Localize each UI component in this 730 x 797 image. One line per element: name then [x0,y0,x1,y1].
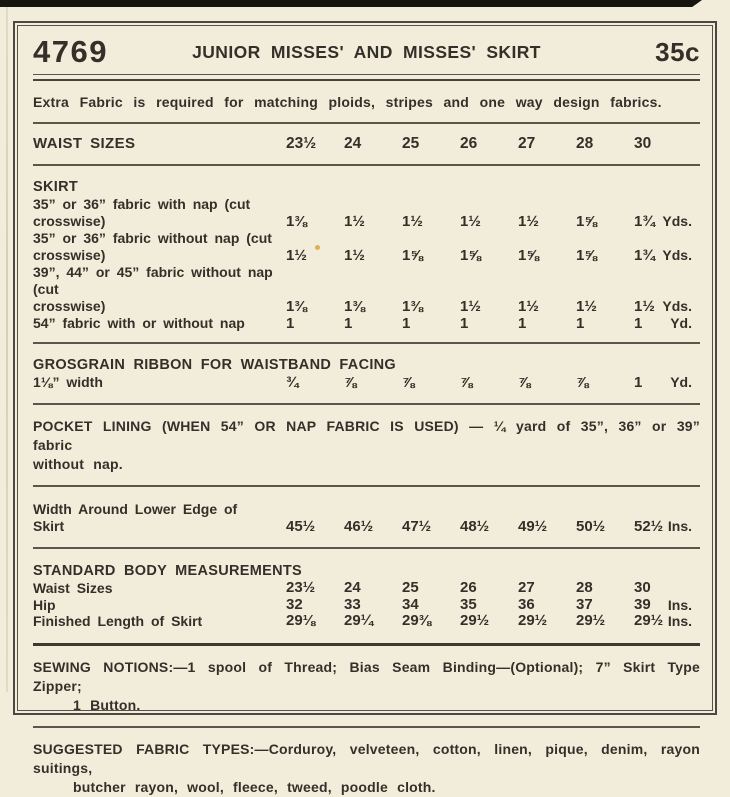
suggested-fabrics-line1: SUGGESTED FABRIC TYPES:—Corduroy, velveteen, cotton, linen, pique, denim, rayon suitings, [33,740,700,776]
measurement-values [286,518,692,535]
measurement-value: 47½ [402,518,432,535]
yardage-value: 1⅜ [344,298,365,315]
yardage-value: 1½ [344,247,365,264]
row-label-line1: 39”, 44” or 45” fabric without nap (cut [33,264,273,297]
yardage-value: 1½ [402,213,423,230]
yardage-value: ⅞ [518,374,531,391]
measurement-row [33,597,700,614]
measurement-value: 29½ [460,612,490,629]
row-label-line1: 35” or 36” fabric without nap (cut [33,230,272,246]
waist-size-value: 24 [344,135,362,152]
unit-label: Yds. [662,247,692,263]
page-title: JUNIOR MISSES' AND MISSES' SKIRT [192,41,541,62]
section-rule [33,122,700,124]
measurement-value: 52½ [634,518,664,535]
yardage-value: 1 [402,315,411,332]
yardage-value: 1⅝ [576,213,597,230]
measurement-value: 46½ [344,518,374,535]
section-rule [33,164,700,166]
measurement-row [33,613,700,630]
yardage-value: 1½ [576,298,597,315]
waist-size-value: 28 [576,135,594,152]
yardage-value: ⅞ [460,374,473,391]
yardage-value: 1⅝ [576,247,597,264]
measurement-value: 32 [286,595,303,613]
grosgrain-heading: GROSGRAIN RIBBON FOR WAISTBAND FACING [33,357,397,373]
unit-label: Yds. [662,298,692,314]
yardage-value: 1⅝ [402,247,423,264]
measurement-value: 26 [460,579,477,596]
yardage-value: 1¾ [634,213,655,230]
yardage-value: 1½ [518,213,539,230]
yardage-value: 1 [634,315,643,332]
yardage-row [33,264,700,315]
yardage-values [286,298,692,315]
grosgrain-row [33,374,700,391]
unit-label: Ins. [667,518,692,534]
row-label: Hip [33,596,56,613]
extra-fabric-note: Extra Fabric is required for matching ploids, stripes and one way design fabrics. [33,94,662,110]
yardage-value: 1⅜ [402,298,423,315]
yardage-value: 1 [634,374,643,391]
measurement-value: 34 [402,595,419,613]
section-rule [33,547,700,549]
row-label-line2: crosswise) [33,247,106,263]
paper-fold-shadow [6,7,8,692]
row-label: 1⅛” width [33,374,103,390]
pattern-number: 4769 [33,34,108,69]
measurement-value: 48½ [460,518,490,535]
measurement-value: 28 [576,579,593,596]
yardage-value: 1 [286,315,295,332]
waist-size-value: 26 [460,135,478,152]
yardage-value: ⅞ [402,374,415,391]
grosgrain-section [33,357,700,391]
yardage-value: 1⅝ [518,247,539,264]
waist-size-values [286,135,692,152]
row-label-line2: crosswise) [33,298,106,314]
sewing-notions-note [33,658,700,715]
measurement-value: 25 [402,579,419,596]
yardage-value: ⅞ [344,374,357,391]
lower-edge-row [33,501,700,535]
unit-label: Yd. [670,315,692,331]
ink-speck [315,245,320,250]
yardage-value: 1 [518,315,527,332]
measurement-value: 49½ [518,518,548,535]
measurement-value: 29½ [634,612,664,629]
scan-top-edge-bar [0,0,702,7]
section-rule [33,726,700,728]
yardage-row [33,230,700,264]
header-rule [33,74,700,81]
waist-sizes-header-row [33,135,700,152]
yardage-values [286,374,692,391]
measurement-value: 29¼ [344,612,374,629]
row-label-line2: crosswise) [33,213,106,229]
yardage-value: 1½ [518,298,539,315]
suggested-fabrics-line2: butcher rayon, wool, fleece, tweed, poodle cloth. [73,778,436,795]
measurement-value: 24 [344,579,361,596]
pocket-lining-note [33,417,700,474]
measurement-values [286,597,692,614]
lower-edge-section [33,501,700,535]
price-label: 35c [655,36,700,67]
section-rule [33,485,700,487]
sewing-notions-line1: SEWING NOTIONS:—1 spool of Thread; Bias Seam Binding—(Optional); 7” Skirt Type Zipper; [33,658,700,694]
section-rule-heavy [33,643,700,646]
measurement-value: 45½ [286,518,316,535]
skirt-section-heading: SKIRT [33,179,78,195]
chart-inner-border [17,25,713,795]
yardage-value: 1½ [286,247,307,264]
measurement-value: 39 [634,595,651,613]
measurement-value: 33 [344,595,361,613]
row-label [33,315,286,332]
row-label [33,501,286,535]
waist-sizes-label: WAIST SIZES [33,135,136,152]
waist-size-value: 27 [518,135,536,152]
yardage-value: ¾ [286,374,299,391]
row-label-line1: Width Around Lower Edge of [33,501,238,517]
yardage-value: 1¾ [634,247,655,264]
unit-label: Ins. [667,613,692,629]
waist-size-value: 25 [402,135,420,152]
body-measurements-heading: STANDARD BODY MEASUREMENTS [33,563,303,579]
measurement-value: 35 [460,595,477,613]
measurement-value: 30 [634,579,651,596]
suggested-fabrics-note [33,740,700,797]
body-measurements-section [33,563,700,630]
pattern-envelope-chart [13,21,717,795]
yardage-value: 1⅜ [286,213,307,230]
measurement-value: 29⅜ [402,612,432,629]
measurement-value: 27 [518,579,535,596]
chart-header [33,31,700,73]
row-label: Finished Length of Skirt [33,613,203,629]
pocket-lining-line1: POCKET LINING (WHEN 54” OR NAP FABRIC IS USED) — ¼ yard of 35”, 36” or 39” fabric [33,418,700,453]
yardage-value: 1 [344,315,353,332]
sewing-notions-line2: 1 Button. [73,696,141,713]
yardage-value: 1⅜ [286,298,307,315]
row-label-line1: 54” fabric with or without nap [33,315,245,331]
unit-label: Yds. [662,213,692,229]
yardage-value: 1⅝ [460,247,481,264]
measurement-value: 29⅛ [286,612,316,629]
measurement-value: 36 [518,595,535,613]
measurement-value: 29½ [518,612,548,629]
measurement-value: 29½ [576,612,606,629]
unit-label: Yd. [670,374,692,390]
yardage-value: 1 [460,315,469,332]
row-label-line2: Skirt [33,518,65,534]
skirt-yardage-section [33,179,700,332]
measurement-value: 23½ [286,579,316,596]
measurement-value: 37 [576,595,593,613]
yardage-value: 1½ [460,213,481,230]
measurement-row [33,580,700,597]
measurement-values [286,580,692,597]
pocket-lining-line2: without nap. [33,456,123,472]
yardage-values [286,213,692,230]
section-rule [33,342,700,344]
yardage-value: 1½ [634,298,655,315]
yardage-values [286,247,692,264]
row-label [33,264,286,315]
yardage-row [33,196,700,230]
yardage-value: 1½ [344,213,365,230]
yardage-values [286,315,692,332]
measurement-value: 50½ [576,518,606,535]
waist-size-value: 30 [634,135,652,152]
measurement-values [286,613,692,630]
yardage-row [33,315,700,332]
row-label [33,230,286,264]
yardage-value: 1 [576,315,585,332]
waist-size-value: 23½ [286,135,317,152]
yardage-value: ⅞ [576,374,589,391]
row-label-line1: 35” or 36” fabric with nap (cut [33,196,251,212]
section-rule [33,403,700,405]
yardage-value: 1½ [460,298,481,315]
row-label [33,196,286,230]
unit-label: Ins. [667,596,692,613]
row-label: Waist Sizes [33,580,113,596]
